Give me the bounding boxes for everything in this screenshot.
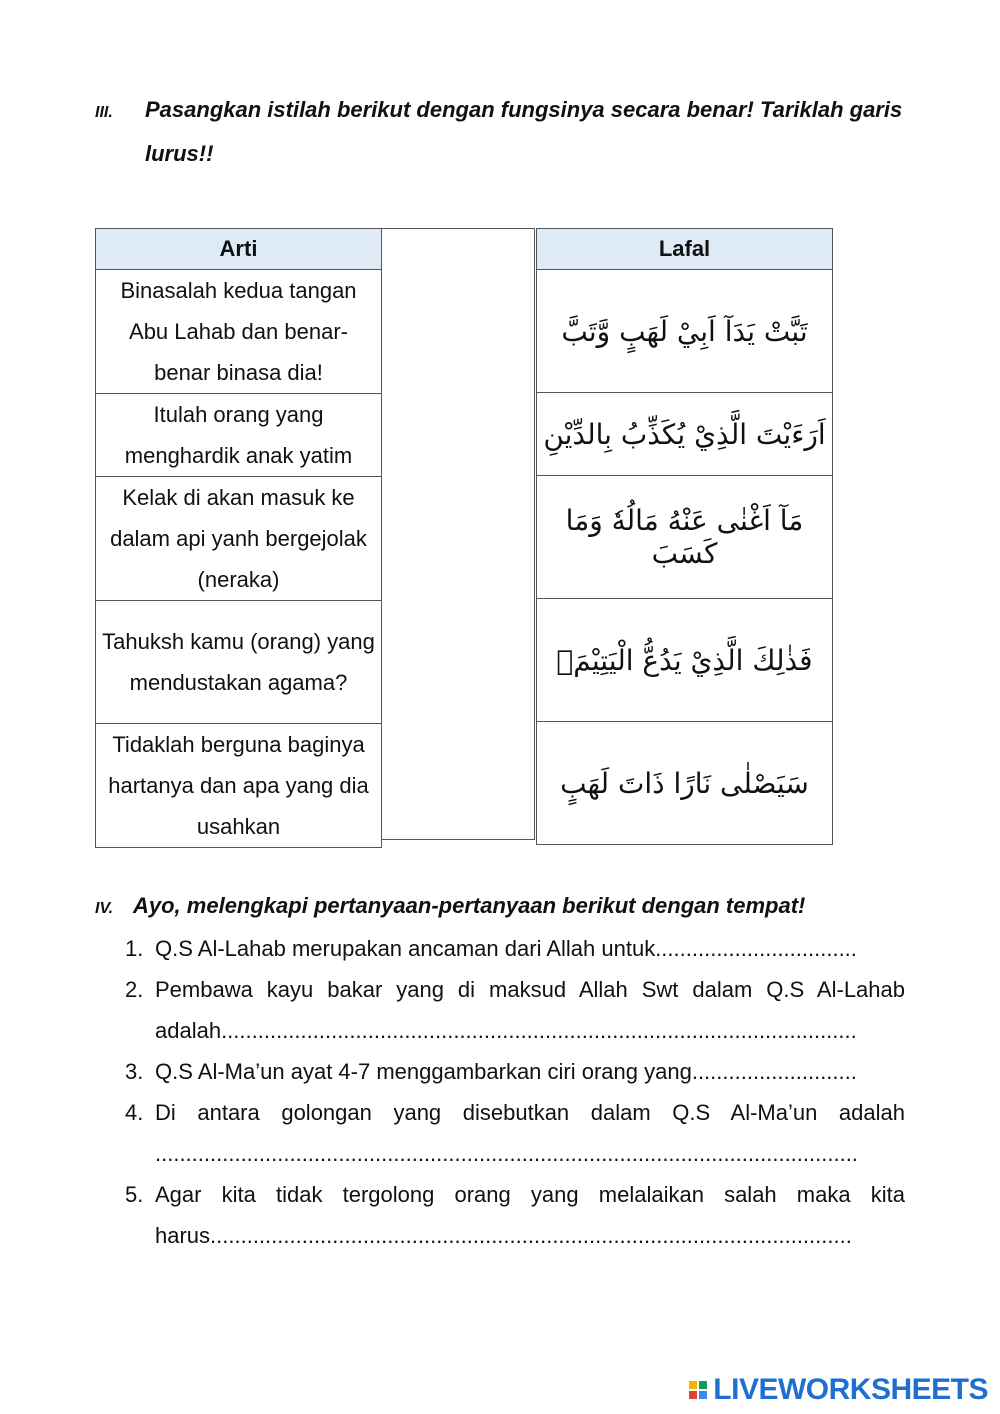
arti-item[interactable]: Binasalah kedua tangan Abu Lahab dan benar-benar binasa dia! [96, 270, 382, 394]
lafal-header: Lafal [537, 229, 833, 270]
logo-block [699, 1381, 707, 1389]
arti-item[interactable]: Tidaklah berguna baginya hartanya dan apa yang dia usahkan [96, 724, 382, 848]
section-4-heading [95, 884, 805, 931]
lafal-item[interactable]: تَبَّتْ يَدَآ اَبِيْ لَهَبٍ وَّتَبَّ [537, 270, 833, 393]
liveworksheets-logo-icon [689, 1381, 707, 1399]
arti-table [95, 228, 382, 848]
section-4-number: IV. [95, 900, 114, 917]
question-text: Q.S Al-Lahab merupakan ancaman dari Allah untuk................................. [155, 936, 857, 961]
question-number: 4. [125, 1100, 144, 1125]
section-4-instruction: Ayo, melengkapi pertanyaan-pertanyaan berikut dengan tempat! [133, 893, 806, 918]
question-item[interactable] [120, 1092, 905, 1174]
question-number: 5. [125, 1182, 144, 1207]
lafal-item[interactable]: اَرَءَيْتَ الَّذِيْ يُكَذِّبُ بِالدِّيْنِ [537, 393, 833, 476]
lafal-item[interactable]: سَيَصْلٰى نَارًا ذَاتَ لَهَبٍ [537, 722, 833, 845]
question-number: 1. [125, 936, 144, 961]
logo-block [689, 1381, 697, 1389]
question-item[interactable] [120, 969, 905, 1051]
lafal-table [536, 228, 833, 845]
question-text: Di antara golongan yang disebutkan dalam Q.S Al-Ma’un adalah ................................................................................................................... [155, 1100, 905, 1166]
matching-line-area[interactable] [381, 228, 535, 840]
question-item[interactable] [120, 1174, 905, 1256]
question-item[interactable] [120, 928, 905, 969]
liveworksheets-logo-text: LIVEWORKSHEETS [713, 1373, 988, 1406]
section-3-number: III. [95, 104, 113, 121]
question-text: Q.S Al-Ma’un ayat 4-7 menggambarkan ciri orang yang........................... [155, 1059, 857, 1084]
arti-item[interactable]: Kelak di akan masuk ke dalam api yanh bergejolak (neraka) [96, 477, 382, 601]
arti-item[interactable]: Tahuksh kamu (orang) yang mendustakan agama? [96, 601, 382, 724]
lafal-item[interactable]: فَذٰلِكَ الَّذِيْ يَدُعُّ الْيَتِيْمَۙ [537, 599, 833, 722]
arti-header: Arti [96, 229, 382, 270]
question-item[interactable] [120, 1051, 905, 1092]
liveworksheets-logo [689, 1372, 988, 1408]
question-text: Agar kita tidak tergolong orang yang melalaikan salah maka kita harus......................................................................................................... [155, 1182, 905, 1248]
section-3-instruction: Pasangkan istilah berikut dengan fungsinya secara benar! Tariklah garis lurus!! [145, 97, 903, 166]
question-number: 3. [125, 1059, 144, 1084]
logo-block [689, 1391, 697, 1399]
question-text: Pembawa kayu bakar yang di maksud Allah Swt dalam Q.S Al-Lahab adalah........................................................................................................ [155, 977, 905, 1043]
question-number: 2. [125, 977, 144, 1002]
question-list [120, 928, 905, 1256]
lafal-item[interactable]: مَآ اَغْنٰى عَنْهُ مَالُهٗ وَمَا كَسَبَ [537, 476, 833, 599]
section-3-heading [95, 88, 915, 176]
logo-block [699, 1391, 707, 1399]
arti-item[interactable]: Itulah orang yang menghardik anak yatim [96, 394, 382, 477]
